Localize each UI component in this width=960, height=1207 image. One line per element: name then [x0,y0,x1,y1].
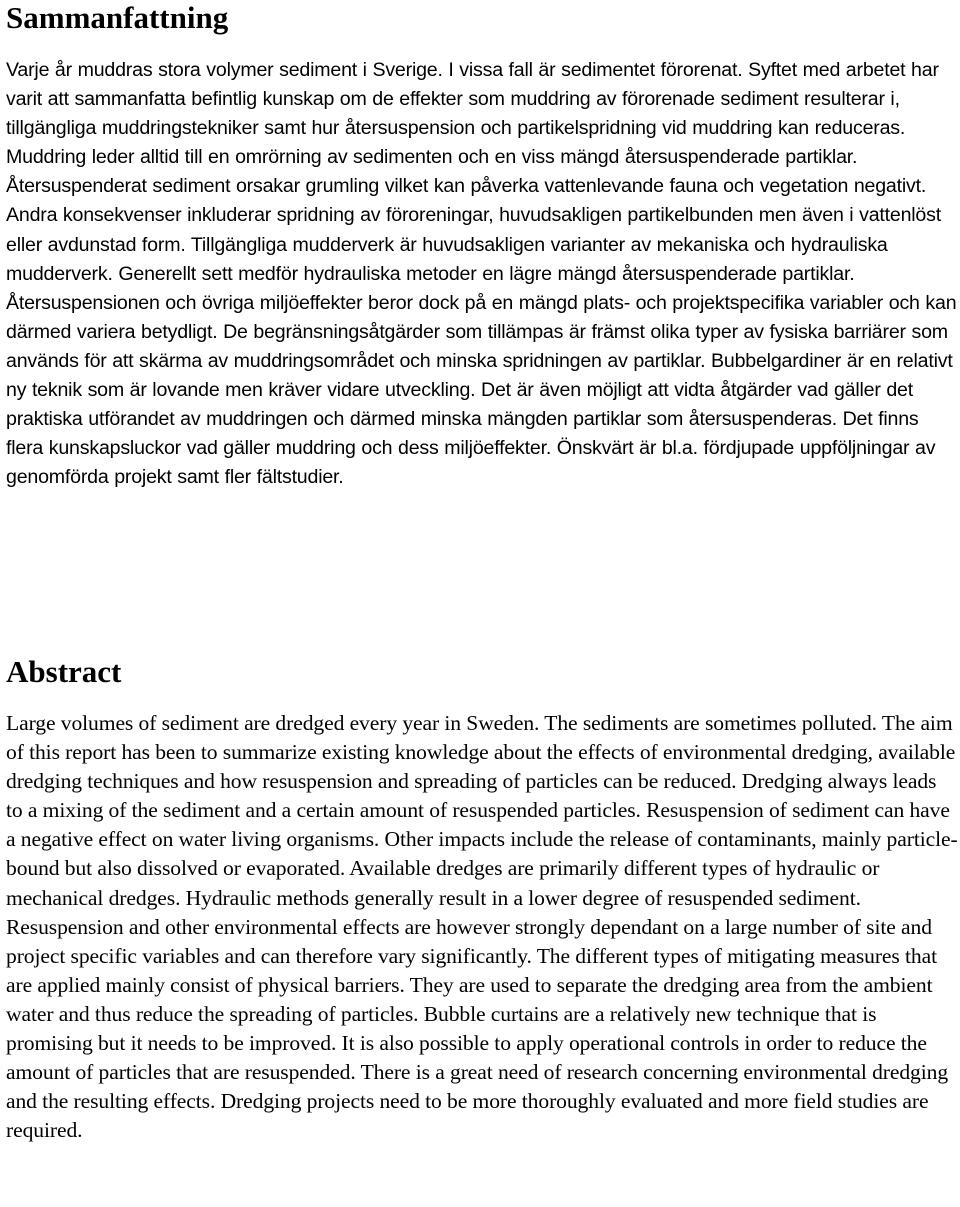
swedish-summary-heading: Sammanfattning [6,0,229,35]
swedish-summary-paragraph: Varje år muddras stora volymer sediment i Sverige. I vissa fall är sedimentet förorenat. Syftet med arbetet har varit att sammanfatta befintlig kunskap om de effekter som muddring av förorenade sediment resulterar i, tillgängliga muddringstekniker samt hur återsuspension och partikelspridning vid muddring kan reduceras. Muddring leder alltid till en omrörning av sedimenten och en viss mängd återsuspenderade partiklar. Återsuspenderat sediment orsakar grumling vilket kan påverka vattenlevande fauna och vegetation negativt. Andra konsekvenser inkluderar spridning av föroreningar, huvudsakligen partikelbunden men även i vattenlöst eller avdunstad form. Tillgängliga mudderverk är huvudsakligen varianter av mekaniska och hydrauliska mudderverk. Generellt sett medför hydrauliska metoder en lägre mängd återsuspenderade partiklar. Återsuspensionen och övriga miljöeffekter beror dock på en mängd plats- och projektspecifika variabler och kan därmed variera betydligt. De begränsningsåtgärder som tillämpas är främst olika typer av fysiska barriärer som används för att skärma av muddringsområdet och minska spridningen av partiklar. Bubbelgardiner är en relativt ny teknik som är lovande men kräver vidare utveckling. Det är även möjligt att vidta åtgärder vad gäller det praktiska utförandet av muddringen och därmed minska mängden partiklar som återsuspenderas. Det finns flera kunskapsluckor vad gäller muddring och dess miljöeffekter. Önskvärt är bl.a. fördjupade uppföljningar av genomförda projekt samt fler fältstudier. [6,59,957,489]
english-abstract-heading: Abstract [6,654,122,689]
english-abstract-paragraph: Large volumes of sediment are dredged every year in Sweden. The sediments are sometimes polluted. The aim of this report has been to summarize existing knowledge about the effects of environmental dredging, available dredging techniques and how resuspension and spreading of particles can be reduced. Dredging always leads to a mixing of the sediment and a certain amount of resuspended particles. Resuspension of sediment can have a negative effect on water living organisms. Other impacts include the release of contaminants, mainly particle-bound but also dissolved or evaporated. Available dredges are primarily different types of hydraulic or mechanical dredges. Hydraulic methods generally result in a lower degree of resuspended sediment. Resuspension and other environmental effects are however strongly dependant on a large number of site and project specific variables and can therefore vary significantly. The different types of mitigating measures that are applied mainly consist of physical barriers. They are used to separate the dredging area from the ambient water and thus reduce the spreading of particles. Bubble curtains are a relatively new technique that is promising but it needs to be improved. It is also possible to apply operational controls in order to reduce the amount of particles that are resuspended. There is a great need of research concerning environmental dredging and the resulting effects. Dredging projects need to be more thoroughly evaluated and more field studies are required. [6,711,958,1143]
